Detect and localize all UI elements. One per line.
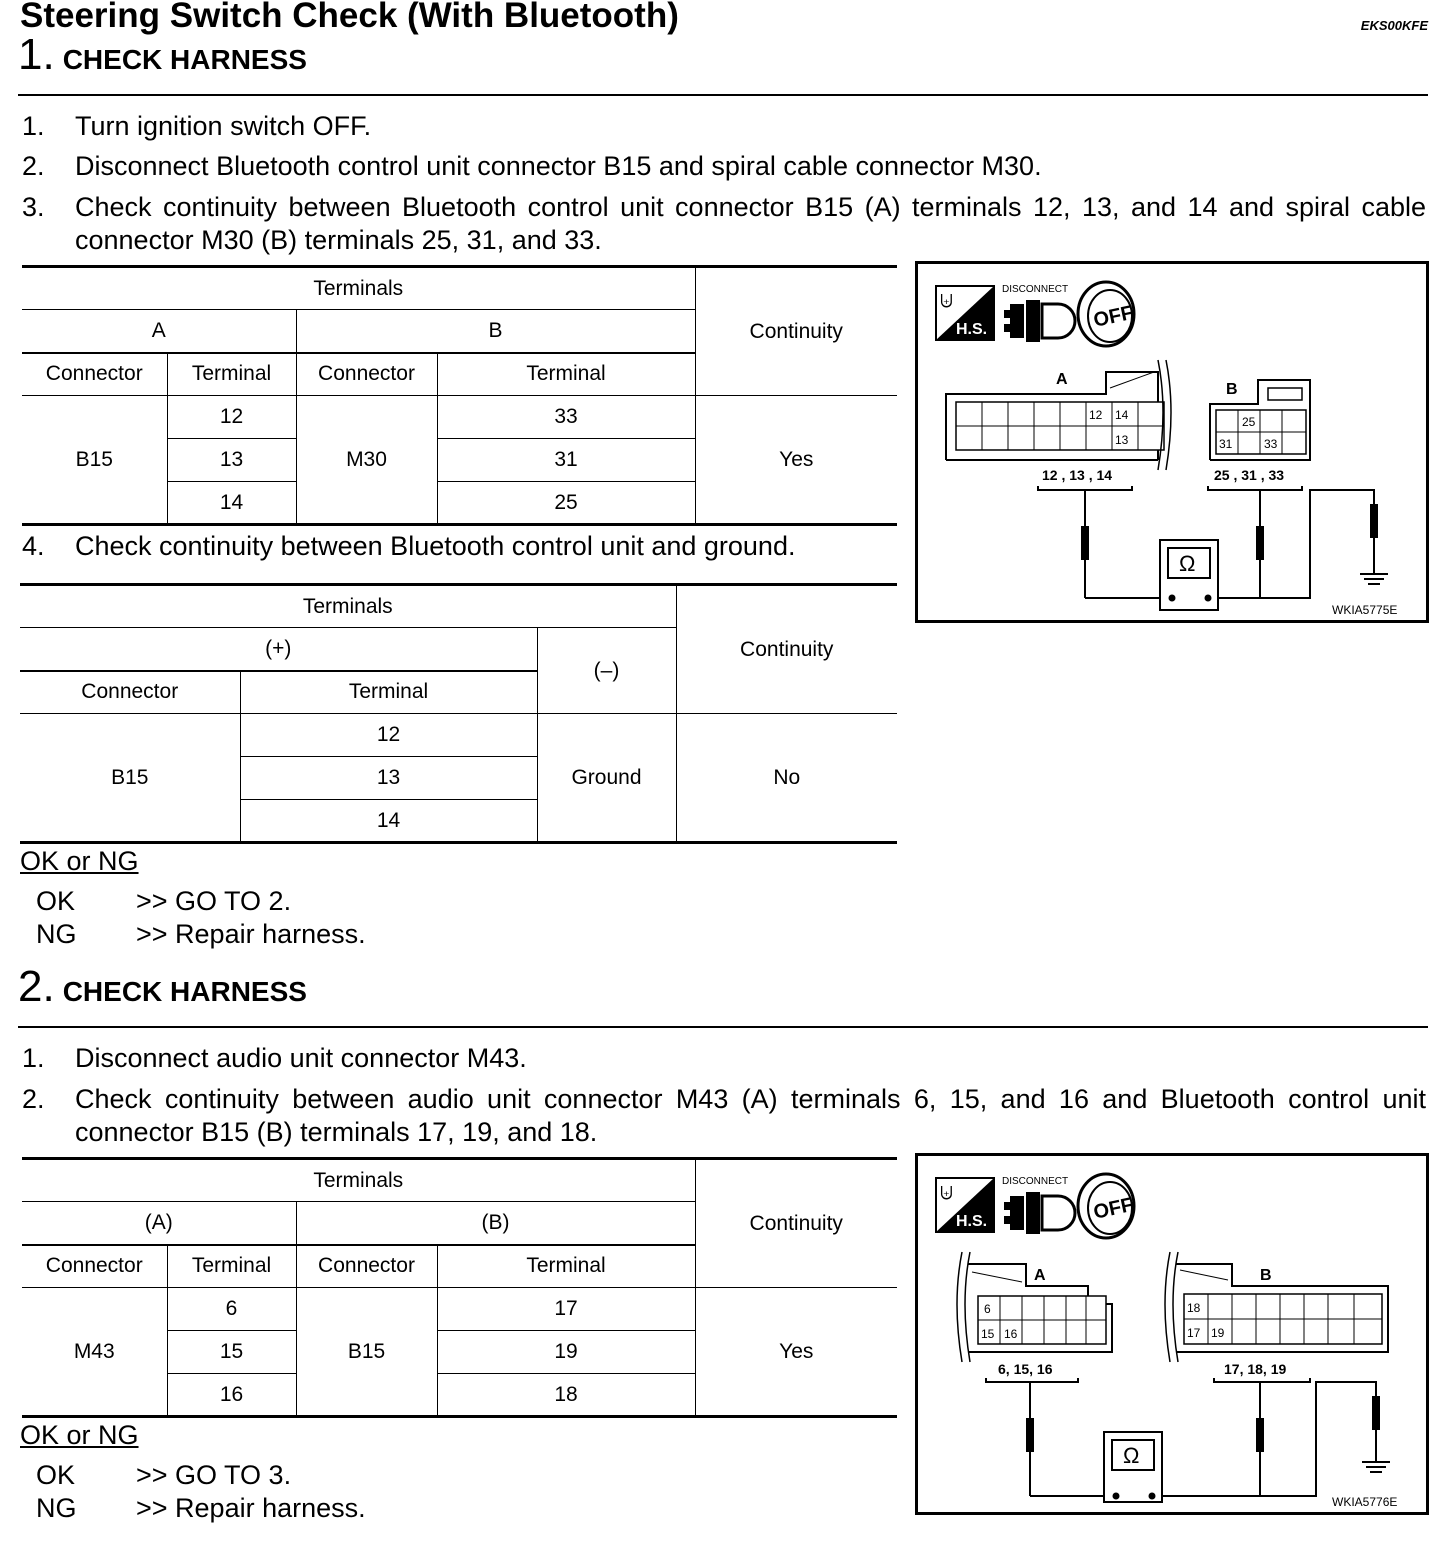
- terminals-header: Terminals: [22, 267, 695, 310]
- connector-a-label: A: [1034, 1267, 1046, 1284]
- connector-a-label: A: [1056, 371, 1068, 388]
- instruction-item: [22, 110, 1426, 143]
- pin-label: 19: [1211, 1326, 1225, 1340]
- ignition-off-icon: [1078, 282, 1135, 346]
- group-b-header: (B): [296, 1202, 695, 1245]
- svg-text:⨄: ⨄: [940, 1185, 953, 1202]
- pin-label: 16: [1004, 1327, 1018, 1341]
- wiring-diagram-1: [915, 261, 1429, 623]
- item-number: 1.: [22, 1043, 45, 1073]
- pin-label: 6: [984, 1302, 991, 1316]
- svg-text:⨄: ⨄: [940, 293, 953, 310]
- probe-b-label: 17, 18, 19: [1224, 1361, 1287, 1377]
- terminal-cell: 12: [240, 714, 537, 757]
- section-divider: [18, 94, 1428, 96]
- terminal-cell: 14: [240, 800, 537, 843]
- connector-b-label: B: [1226, 381, 1238, 398]
- terminal-cell: 31: [437, 439, 695, 482]
- disconnect-icon: [1002, 1176, 1075, 1234]
- terminal-cell: 15: [167, 1331, 296, 1374]
- step-label: CHECK HARNESS: [62, 44, 307, 75]
- instruction-item: [22, 1083, 1426, 1149]
- connector-b: [1210, 380, 1310, 460]
- item-text: Turn ignition switch OFF.: [75, 111, 372, 141]
- terminal-cell: 16: [167, 1374, 296, 1417]
- item-number: 2.: [22, 1084, 45, 1114]
- pin-label: 33: [1264, 437, 1278, 451]
- instruction-item: [22, 1042, 1426, 1075]
- continuity-header: Continuity: [676, 585, 897, 714]
- off-label: OFF: [1091, 301, 1136, 332]
- group-a-header: A: [22, 310, 296, 353]
- connector-header: Connector: [22, 353, 167, 396]
- connector-cell: B15: [22, 396, 167, 525]
- terminal-header: Terminal: [437, 1245, 695, 1288]
- pin-label: 13: [1115, 433, 1129, 447]
- item-text: Disconnect audio unit connector M43.: [75, 1043, 527, 1073]
- ohm-symbol: Ω: [1123, 1443, 1140, 1468]
- disconnect-icon: [1002, 284, 1075, 342]
- pin-label: 15: [981, 1327, 995, 1341]
- harness-service-icon: [936, 286, 994, 340]
- terminal-cell: 25: [437, 482, 695, 525]
- terminal-cell: 13: [167, 439, 296, 482]
- ground-symbol: [1360, 568, 1388, 584]
- terminal-cell: 17: [437, 1288, 695, 1331]
- section-divider: [18, 1026, 1428, 1028]
- disconnect-label: DISCONNECT: [1002, 284, 1069, 295]
- ng-label: NG: [36, 1493, 77, 1523]
- harness-service-icon: [936, 1178, 994, 1232]
- connector-header: Connector: [296, 353, 437, 396]
- item-text: Check continuity between Bluetooth control unit connector B15 (A) terminals 12, 13, and 14 and spiral cable connector M30 (B) terminals 25, 31, and 33.: [75, 192, 1426, 255]
- ground-symbol: [1362, 1456, 1390, 1472]
- ok-label: OK: [36, 1460, 76, 1490]
- continuity-header: Continuity: [695, 267, 897, 396]
- ohmmeter: [1104, 1432, 1162, 1502]
- continuity-table-2: [20, 583, 897, 844]
- continuity-table-1: [22, 265, 897, 526]
- connector-cell: M43: [22, 1288, 167, 1417]
- ok-action: >> GO TO 3.: [136, 1460, 292, 1490]
- terminals-header: Terminals: [22, 1159, 695, 1202]
- terminal-header: Terminal: [240, 671, 537, 714]
- hs-label: H.S.: [956, 1213, 988, 1230]
- connector-cell: B15: [20, 714, 240, 843]
- ok-ng-heading: OK or NG: [20, 1420, 139, 1450]
- pin-label: 25: [1242, 415, 1256, 429]
- ok-label: OK: [36, 886, 76, 916]
- connector-a: [957, 1252, 1112, 1362]
- continuity-cell: Yes: [695, 396, 897, 525]
- group-a-header: (A): [22, 1202, 296, 1245]
- pin-label: 12: [1089, 408, 1103, 422]
- step-label: CHECK HARNESS: [62, 976, 307, 1007]
- pin-label: 17: [1187, 1326, 1201, 1340]
- terminal-cell: 13: [240, 757, 537, 800]
- connector-b: [1165, 1252, 1388, 1362]
- connector-header: Connector: [20, 671, 240, 714]
- terminal-cell: 6: [167, 1288, 296, 1331]
- connector-header: Connector: [22, 1245, 167, 1288]
- item-number: 2.: [22, 151, 45, 181]
- continuity-table-3: [22, 1157, 897, 1418]
- terminal-cell: 19: [437, 1331, 695, 1374]
- continuity-cell: No: [676, 714, 897, 843]
- connector-a: [946, 360, 1171, 470]
- continuity-header: Continuity: [695, 1159, 897, 1288]
- instruction-item: [22, 530, 902, 563]
- terminals-header: Terminals: [20, 585, 676, 628]
- figure-code: WKIA5775E: [1332, 603, 1398, 617]
- probe-b-label: 25 , 31 , 33: [1214, 467, 1285, 483]
- ng-action: >> Repair harness.: [136, 1493, 366, 1523]
- instruction-item: [22, 191, 1426, 257]
- off-label: OFF: [1091, 1193, 1136, 1224]
- ok-action: >> GO TO 2.: [136, 886, 292, 916]
- item-text: Disconnect Bluetooth control unit connector B15 and spiral cable connector M30.: [75, 151, 1042, 181]
- hs-label: H.S.: [956, 321, 988, 338]
- connector-cell: B15: [296, 1288, 437, 1417]
- connector-header: Connector: [296, 1245, 437, 1288]
- probe-a-label: 12 , 13 , 14: [1042, 467, 1113, 483]
- wiring-diagram-2: [915, 1153, 1429, 1515]
- document-code: EKS00KFE: [1360, 18, 1428, 33]
- terminal-header: Terminal: [437, 353, 695, 396]
- item-text: Check continuity between audio unit connector M43 (A) terminals 6, 15, and 16 and Bluetooth control unit connector B15 (B) terminals 17, 19, and 18.: [75, 1084, 1426, 1147]
- item-number: 3.: [22, 192, 45, 222]
- pin-label: 14: [1115, 408, 1129, 422]
- terminal-header: Terminal: [167, 1245, 296, 1288]
- negative-header: (–): [537, 628, 676, 714]
- group-b-header: B: [296, 310, 695, 353]
- connector-cell: M30: [296, 396, 437, 525]
- terminal-cell: 12: [167, 396, 296, 439]
- page-title: Steering Switch Check (With Bluetooth): [20, 0, 679, 35]
- ng-label: NG: [36, 919, 77, 949]
- ground-cell: Ground: [537, 714, 676, 843]
- ok-ng-heading: OK or NG: [20, 846, 139, 876]
- terminal-cell: 33: [437, 396, 695, 439]
- pin-label: 31: [1219, 437, 1233, 451]
- figure-code: WKIA5776E: [1332, 1495, 1398, 1509]
- item-text: Check continuity between Bluetooth control unit and ground.: [75, 531, 796, 561]
- step-number: 1.: [18, 30, 55, 79]
- connector-b-label: B: [1260, 1267, 1272, 1284]
- step-1-heading: [18, 30, 307, 80]
- terminal-cell: 18: [437, 1374, 695, 1417]
- continuity-cell: Yes: [695, 1288, 897, 1417]
- instruction-item: [22, 150, 1426, 183]
- probe-a-label: 6, 15, 16: [998, 1361, 1053, 1377]
- probe-wires: [986, 1378, 1376, 1496]
- ng-action: >> Repair harness.: [136, 919, 366, 949]
- positive-header: (+): [20, 628, 537, 671]
- item-number: 1.: [22, 111, 45, 141]
- terminal-header: Terminal: [167, 353, 296, 396]
- ignition-off-icon: [1078, 1174, 1135, 1238]
- step-2-heading: [18, 962, 307, 1012]
- ohm-symbol: Ω: [1179, 551, 1196, 576]
- ohmmeter: [1160, 540, 1218, 610]
- pin-label: 18: [1187, 1301, 1201, 1315]
- step-number: 2.: [18, 962, 55, 1011]
- terminal-cell: 14: [167, 482, 296, 525]
- disconnect-label: DISCONNECT: [1002, 1176, 1069, 1187]
- item-number: 4.: [22, 531, 45, 561]
